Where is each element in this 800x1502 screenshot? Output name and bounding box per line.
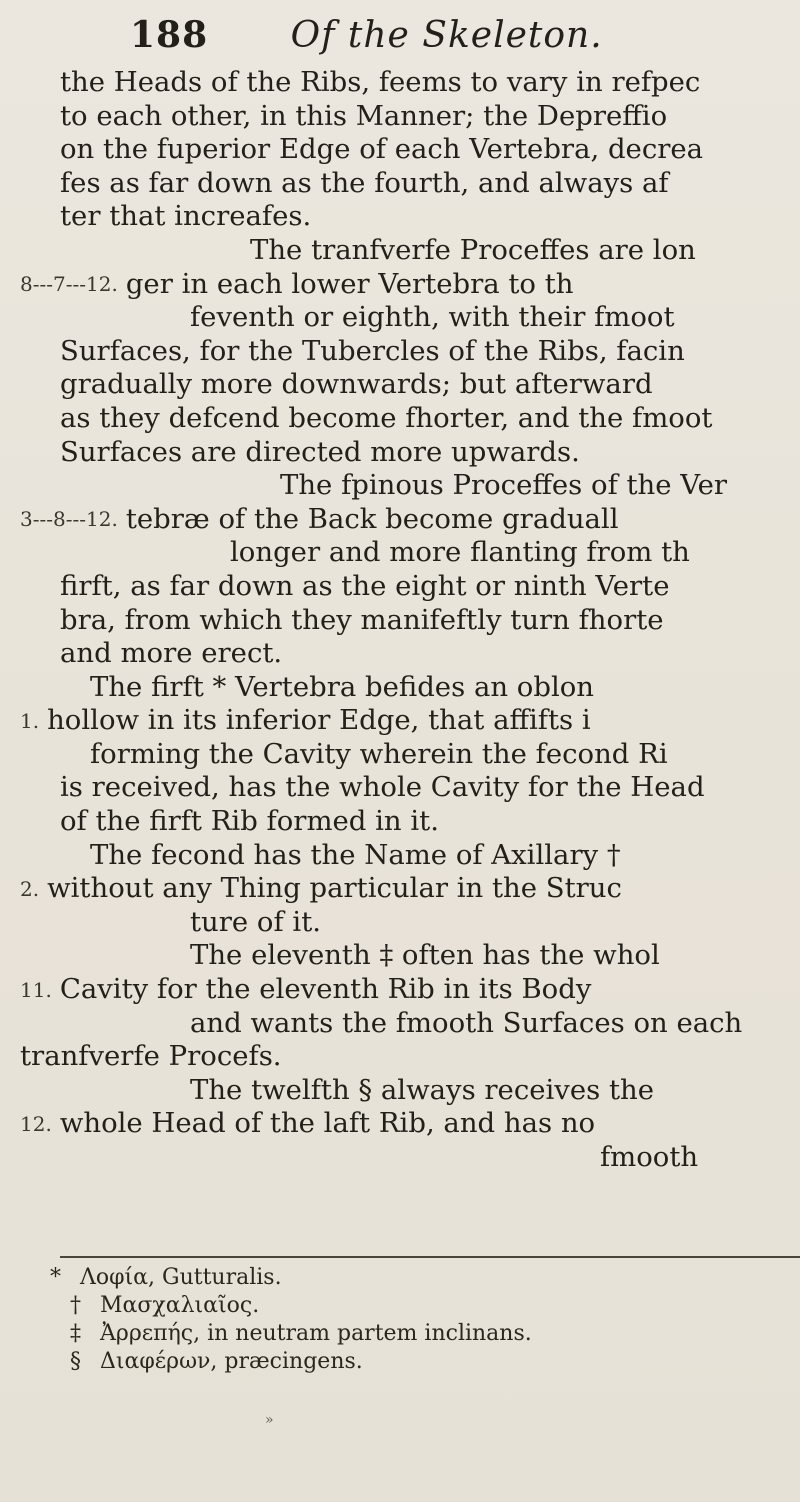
body-text [20, 66, 800, 1175]
text-line: 12. whole Head of the laft Rib, and has no [20, 1107, 800, 1141]
text-line: The fecond has the Name of Axillary † [90, 838, 621, 871]
text-line: bra, from which they manifeftly turn fhorte [60, 603, 664, 636]
text-line: The firft * Vertebra befides an oblon [90, 670, 595, 703]
text-line: longer and more flanting from th [230, 536, 690, 569]
text-line: is received, has the whole Cavity for the Head [60, 771, 705, 804]
text-line: on the fuperior Edge of each Vertebra, decrea [60, 133, 704, 166]
footnotes [50, 1264, 800, 1376]
margin-note: 3---8---12. [20, 507, 118, 532]
footnote: ‡ Ἀρρεπής, in neutram partem inclinans. [70, 1321, 532, 1346]
text-line: tranfverfe Procefs. [20, 1040, 282, 1073]
margin-note: 11. [20, 977, 52, 1002]
text-line: ter that increafes. [60, 200, 312, 233]
text-line: 3---8---12. tebræ of the Back become graduall [20, 503, 800, 537]
text-line: The tranfverfe Proceffes are lon [250, 233, 696, 266]
margin-note: 2. [20, 876, 40, 901]
margin-note: 8---7---12. [20, 272, 118, 297]
text-line: and more erect. [60, 637, 283, 670]
margin-note: 1. [20, 708, 40, 733]
text-line: 2. without any Thing particular in the Struc [20, 872, 800, 906]
text-line: to each other, in this Manner; the Depreffio [60, 99, 668, 132]
text-line: ture of it. [190, 905, 321, 938]
printers-mark: » [265, 1412, 274, 1428]
text-line: 8---7---12. ger in each lower Vertebra to th [20, 268, 800, 302]
footnote: † Μασχαλιαῖος. [70, 1293, 260, 1318]
page-header [130, 14, 780, 56]
footnote: § Διαφέρων, præcingens. [70, 1349, 363, 1374]
margin-note: 12. [20, 1112, 52, 1137]
page-number: 188 [130, 14, 209, 56]
text-line: gradually more downwards; but afterward [60, 368, 653, 401]
text-line: forming the Cavity wherein the fecond Ri [90, 737, 668, 770]
footnote-rule [60, 1256, 800, 1258]
text-line: as they defcend become fhorter, and the fmoot [60, 401, 713, 434]
text-line: Surfaces are directed more upwards. [60, 435, 580, 468]
text-line: of the firft Rib formed in it. [60, 805, 439, 838]
text-line: and wants the fmooth Surfaces on each [190, 1006, 743, 1039]
text-line: 1. hollow in its inferior Edge, that affifts i [20, 704, 800, 738]
text-line: Surfaces, for the Tubercles of the Ribs, facin [60, 334, 685, 367]
text-line: 11. Cavity for the eleventh Rib in its Body [20, 973, 800, 1007]
text-line: The twelfth § always receives the [190, 1073, 655, 1106]
text-line: the Heads of the Ribs, feems to vary in refpec [60, 66, 701, 98]
text-line: The fpinous Proceffes of the Ver [280, 469, 728, 502]
text-line: fmooth [600, 1141, 699, 1173]
footnote: * Λοφία, Gutturalis. [50, 1265, 282, 1290]
text-line: fes as far down as the fourth, and always af [60, 166, 669, 199]
text-line: firft, as far down as the eight or ninth Verte [60, 569, 670, 602]
text-line: feventh or eighth, with their fmoot [190, 301, 675, 334]
text-line: The eleventh ‡ often has the whol [190, 939, 660, 972]
running-title: Of the Skeleton. [290, 15, 603, 56]
